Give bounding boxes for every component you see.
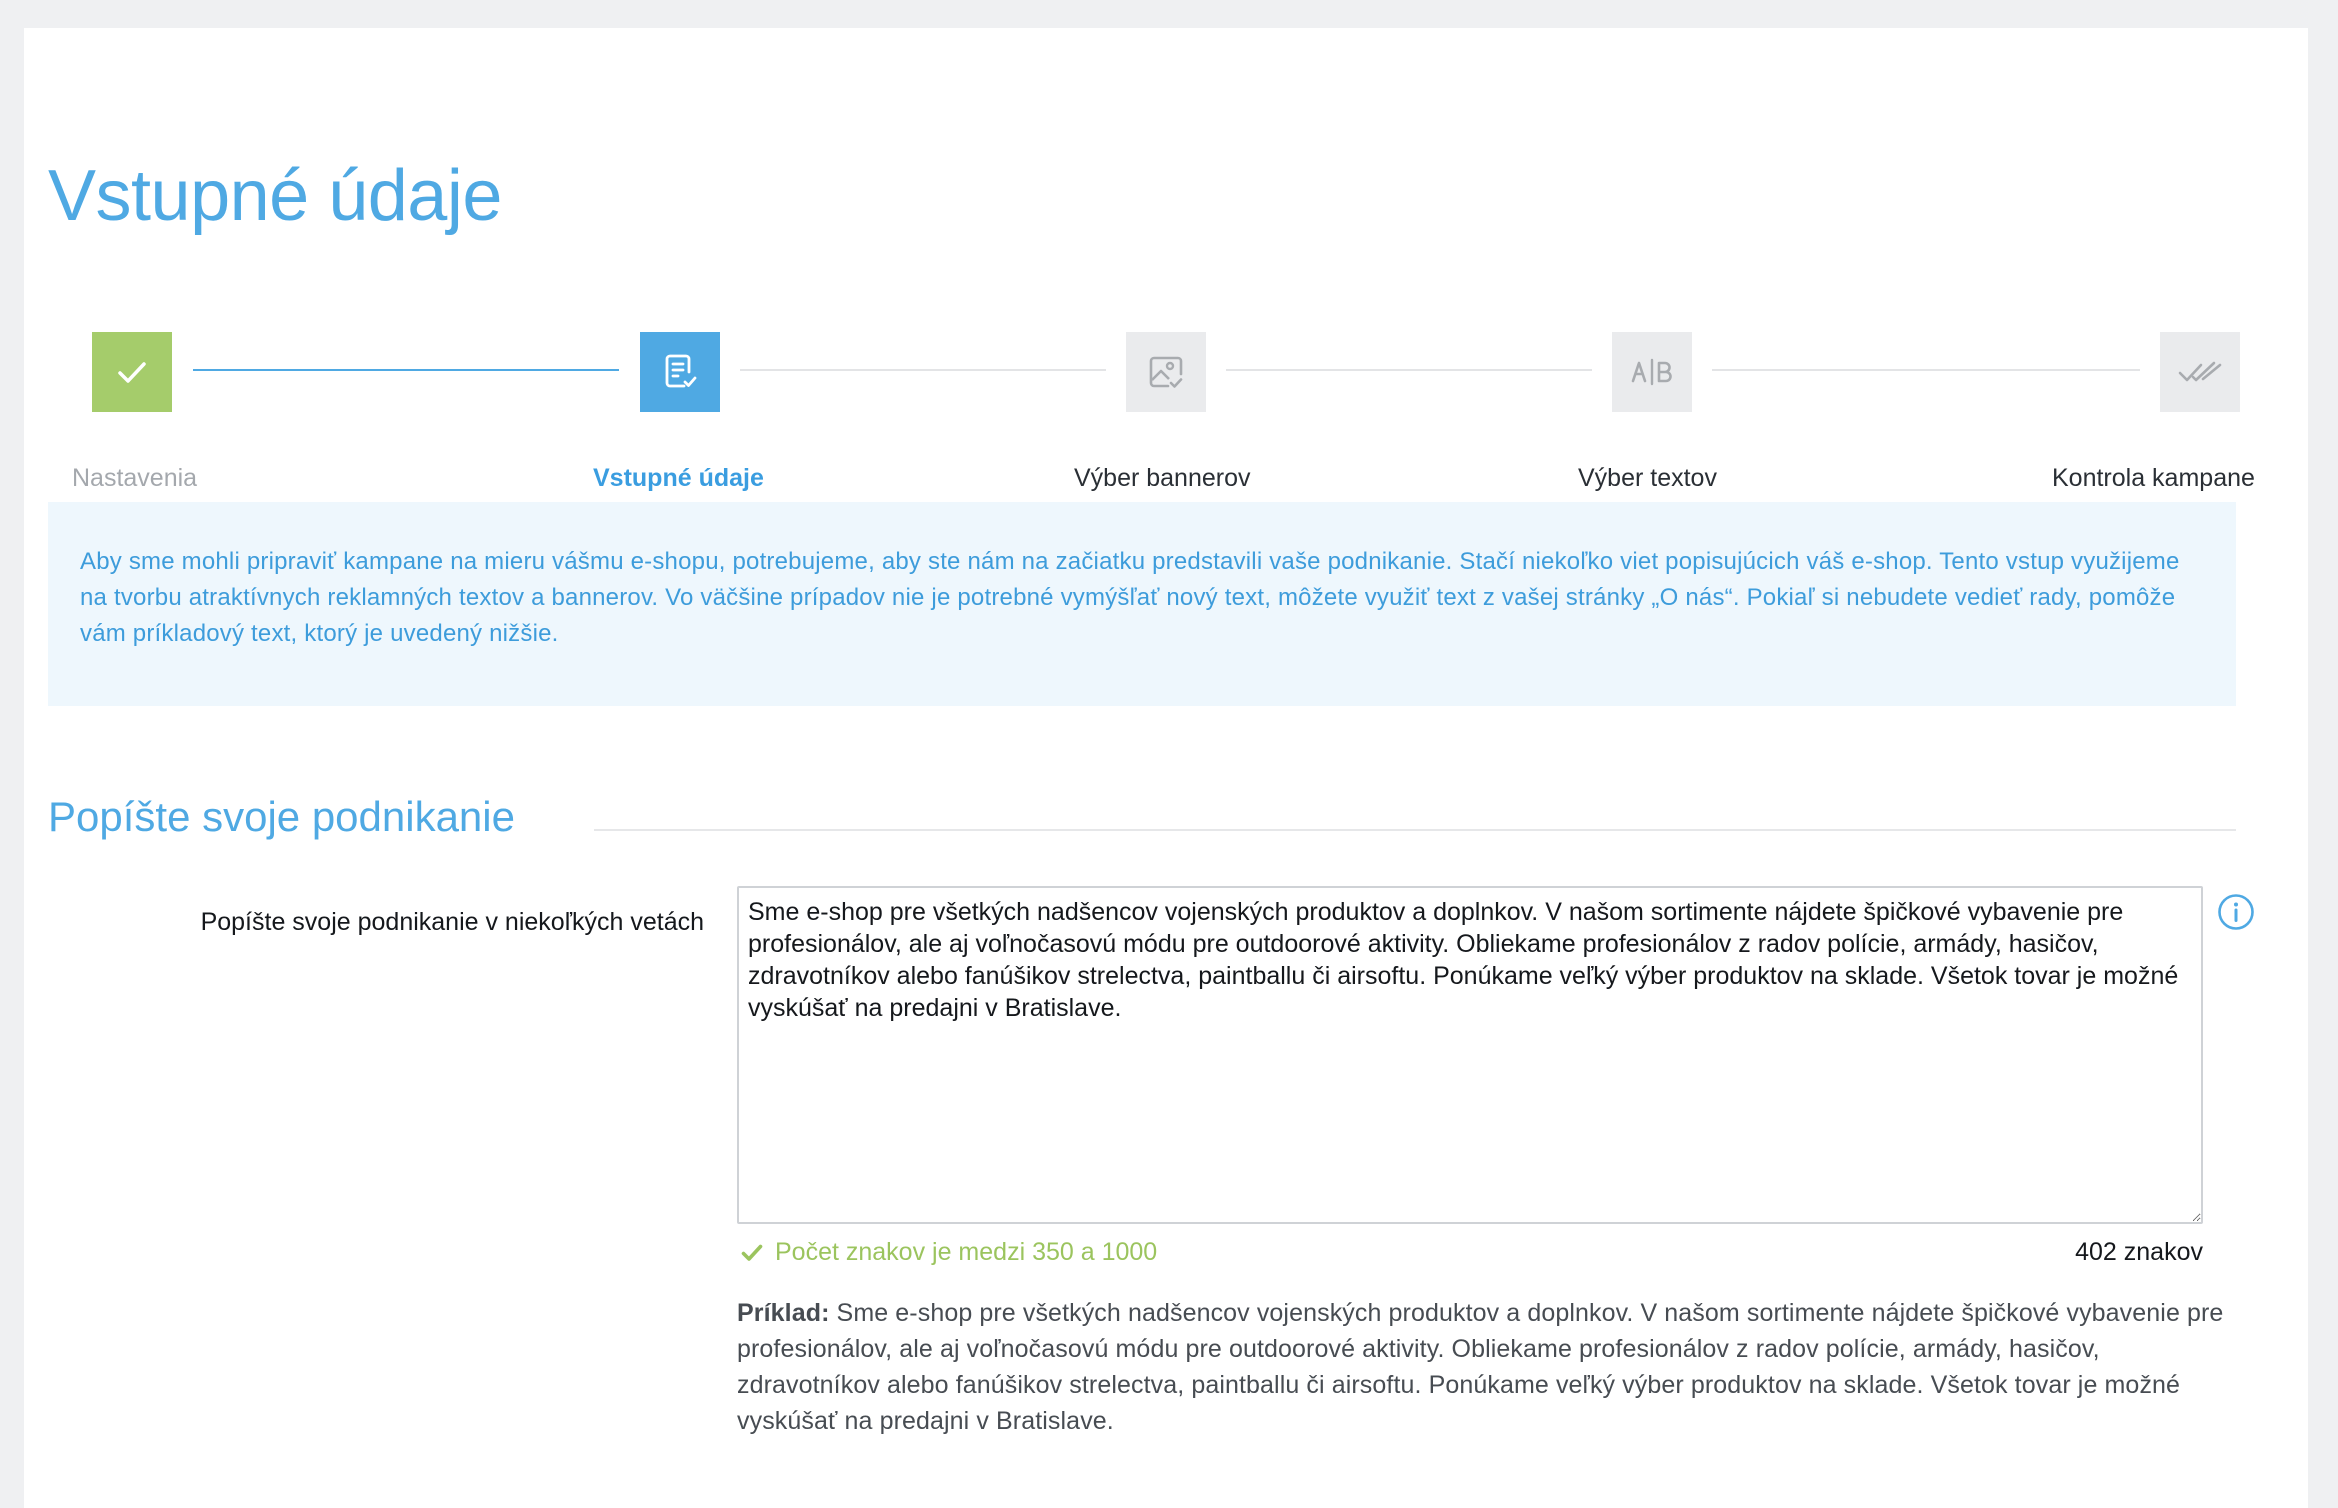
step-vyber-textov[interactable]	[1612, 332, 1692, 412]
description-label: Popíšte svoje podnikanie v niekoľkých vetách	[200, 908, 704, 936]
char-count: 402 znakov	[2075, 1238, 2203, 1266]
check-icon	[741, 1243, 763, 1263]
section-divider	[594, 829, 2236, 831]
step-connector-3	[1226, 369, 1592, 371]
ab-icon	[1628, 352, 1676, 392]
info-icon[interactable]	[2217, 893, 2255, 931]
step-connector-1	[193, 369, 619, 371]
page-title: Vstupné údaje	[48, 156, 502, 236]
validation-text: Počet znakov je medzi 350 a 1000	[775, 1238, 1158, 1266]
section-title: Popíšte svoje podnikanie	[48, 793, 515, 840]
intro-info-box	[48, 502, 2236, 706]
main-card	[24, 28, 2308, 1508]
intro-text: Aby sme mohli pripraviť kampane na mieru vášmu e-shopu, potrebujeme, aby ste nám na začiatku predstavili vaše podnikanie. Stačí niekoľko viet popisujúcich váš e-shop. Tento vstup využijeme na tvorbu atraktívnych reklamných textov a bannerov. Vo väčšine prípadov nie je potrebné vymýšľať nový text, môžete využiť text z vašej stránky „O nás“. Pokiaľ si nebudete vedieť rady, pomôže vám príkladový text, ktorý je uvedený nižšie.	[80, 548, 2180, 647]
step-nastavenia[interactable]	[92, 332, 172, 412]
step-label-vyber-textov[interactable]: Výber textov	[1578, 464, 1717, 492]
image-check-icon	[1144, 350, 1188, 394]
step-label-nastavenia[interactable]: Nastavenia	[72, 464, 198, 492]
validation-message	[741, 1238, 1157, 1267]
business-description-textarea[interactable]	[737, 886, 2203, 1224]
step-vstupne-udaje[interactable]	[640, 332, 720, 412]
example-label: Príklad:	[737, 1299, 830, 1327]
step-label-vstupne-udaje[interactable]: Vstupné údaje	[593, 464, 764, 492]
step-connector-4	[1712, 369, 2140, 371]
step-kontrola-kampane[interactable]	[2160, 332, 2240, 412]
check-icon	[112, 352, 152, 392]
example-text: Sme e-shop pre všetkých nadšencov vojenských produktov a doplnkov. V našom sortimente nájdete špičkové vybavenie pre profesionálov, ale aj voľnočasovú módu pre outdoorové aktivity. Obliekame profesionálov z radov polície, armády, hasičov, zdravotníkov alebo fanúšikov strelectva, paintballu či airsoftu. Ponúkame veľký výber produktov na sklade. Všetok tovar je možné vyskúšať na predajni v Bratislave.	[737, 1299, 2224, 1435]
double-check-icon	[2176, 352, 2224, 392]
step-label-vyber-bannerov[interactable]: Výber bannerov	[1074, 464, 1251, 492]
step-vyber-bannerov[interactable]	[1126, 332, 1206, 412]
form-check-icon	[658, 350, 702, 394]
example-text-block	[737, 1295, 2237, 1439]
step-label-kontrola-kampane[interactable]: Kontrola kampane	[2052, 464, 2255, 492]
step-connector-2	[740, 369, 1106, 371]
